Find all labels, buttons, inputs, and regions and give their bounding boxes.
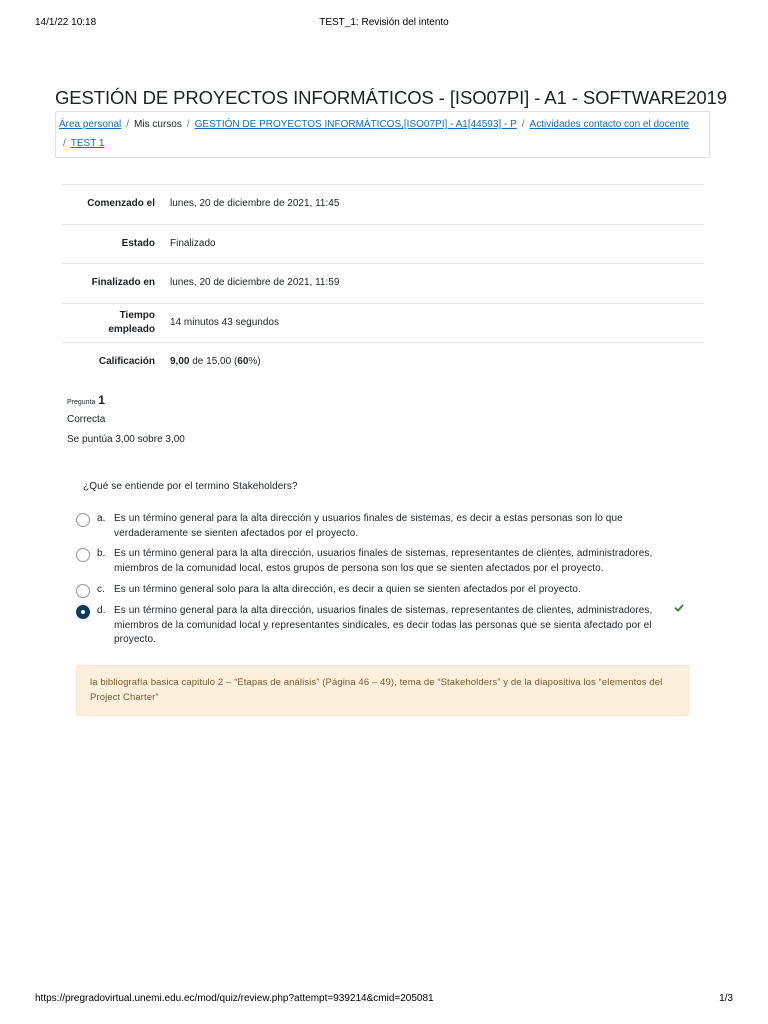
print-url: https://pregradovirtual.unemi.edu.ec/mod/quiz/review.php?attempt=939214&cmid=205081 — [35, 993, 434, 1004]
print-datetime: 14/1/22 10:18 — [35, 17, 97, 28]
question-info — [67, 393, 185, 445]
summary-row-started — [62, 185, 704, 225]
print-header — [35, 17, 733, 31]
answer-text: Es un término general para la alta dirección, usuarios finales de sistemas, representantes de clientes, administradores, miembros de la comunidad local y representantes sindicales, es decir todas las personas que se sienta afectado por el proyecto. — [114, 605, 653, 645]
summary-label: Tiempo empleado — [108, 309, 155, 335]
answer-letter: b. — [97, 548, 106, 559]
answer-letter: d. — [97, 605, 106, 616]
summary-label: Comenzado el — [87, 198, 155, 209]
summary-value-grade — [170, 356, 261, 367]
breadcrumb-separator: / — [63, 138, 66, 149]
answer-text: Es un término general para la alta dirección, usuarios finales de sistemas, representantes de clientes, administradores, miembros de la comunidad local, estos grupos de persona son los que se sienten afectados por el proyecto. — [114, 548, 653, 574]
question-number: 1 — [98, 393, 105, 407]
breadcrumb — [55, 111, 710, 158]
summary-value: lunes, 20 de diciembre de 2021, 11:45 — [170, 198, 340, 209]
breadcrumb-item-mis-cursos: Mis cursos — [134, 119, 182, 130]
radio-checked-icon[interactable] — [76, 605, 90, 619]
breadcrumb-link-activities[interactable]: Actividades contacto con el docente — [529, 119, 690, 130]
summary-label: Estado — [121, 237, 155, 249]
grade-of: de 15,00 ( — [189, 356, 238, 367]
summary-value: lunes, 20 de diciembre de 2021, 11:59 — [170, 277, 340, 288]
radio-unchecked-icon[interactable] — [76, 548, 90, 562]
question-state: Correcta — [67, 414, 106, 425]
question-grade: Se puntúa 3,00 sobre 3,00 — [67, 434, 185, 445]
grade-percent: 60 — [237, 356, 249, 367]
answer-text: Es un término general solo para la alta dirección, es decir a quien se sienten afectados por el proyecto. — [114, 584, 581, 595]
radio-unchecked-icon[interactable] — [76, 584, 90, 598]
summary-row-finished — [62, 264, 704, 304]
breadcrumb-link-test[interactable]: TEST 1 — [70, 138, 105, 149]
print-page-number: 1/3 — [719, 993, 733, 1004]
general-feedback: la bibliografía basica capitulo 2 – “Etapas de análisis” (Página 46 – 49), tema de “Stakeholders” y de la diapositiva los “elementos del Project Charter” — [76, 665, 689, 716]
course-title: GESTIÓN DE PROYECTOS INFORMÁTICOS - [ISO07PI] - A1 - SOFTWARE2019 — [55, 87, 727, 108]
summary-value: 14 minutos 43 segundos — [170, 316, 279, 328]
breadcrumb-separator: / — [186, 119, 190, 130]
summary-label: Calificación — [98, 356, 155, 367]
radio-unchecked-icon[interactable] — [76, 513, 90, 527]
print-footer — [35, 993, 733, 1007]
breadcrumb-link-course[interactable]: GESTIÓN DE PROYECTOS INFORMÁTICOS,[ISO07PI] - A1[44593] - P — [194, 119, 517, 130]
grade-close: %) — [248, 356, 261, 367]
summary-row-grade — [62, 343, 704, 383]
answer-text: Es un término general para la alta dirección y usuarios finales de sistemas, es decir a estas personas son lo que verdaderamente se sienten afectados por el proyecto. — [114, 513, 623, 539]
breadcrumb-separator: / — [521, 119, 525, 130]
summary-value: Finalizado — [170, 237, 216, 249]
breadcrumb-link-area-personal[interactable]: Área personal — [59, 119, 122, 130]
summary-label: Finalizado en — [91, 277, 155, 288]
answer-letter: c. — [97, 584, 105, 595]
question-number-label: Pregunta — [67, 399, 96, 406]
check-icon — [674, 603, 684, 619]
grade-score: 9,00 — [170, 356, 190, 367]
attempt-summary-table — [62, 184, 704, 383]
answer-letter: a. — [97, 513, 106, 524]
summary-row-time — [62, 304, 704, 344]
summary-row-state — [62, 225, 704, 265]
breadcrumb-separator: / — [126, 119, 130, 130]
question-text: ¿Qué se entiende por el termino Stakeholders? — [83, 481, 298, 492]
print-doc-title: TEST_1: Revisión del intento — [319, 17, 449, 28]
